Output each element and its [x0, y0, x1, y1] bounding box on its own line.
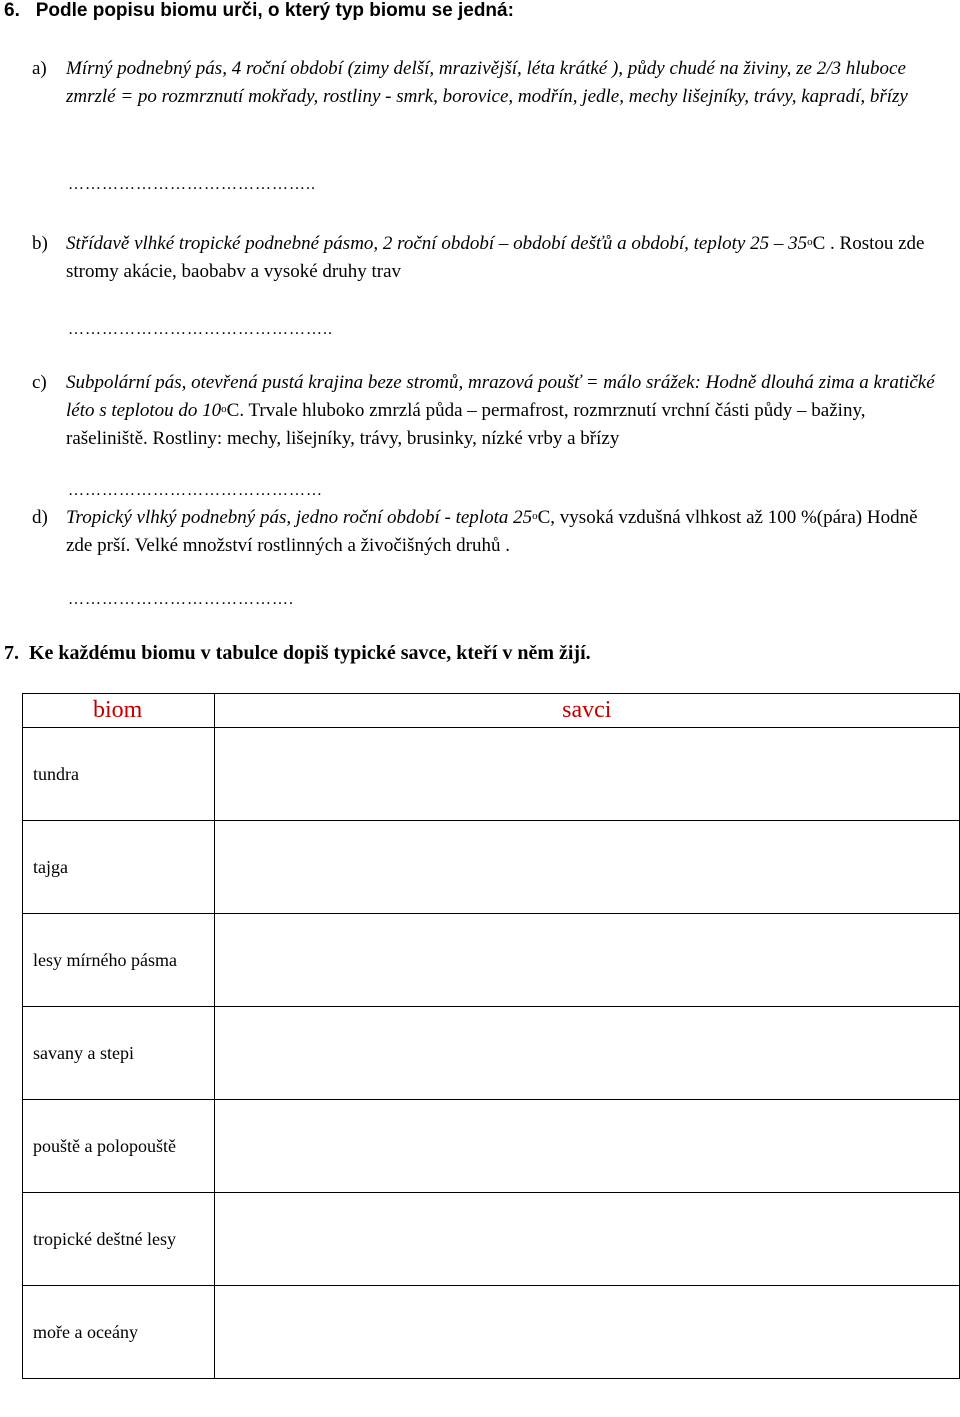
item-letter: b) — [32, 233, 48, 254]
table-header-row — [23, 694, 960, 728]
biome-cell: lesy mírného pásma — [23, 914, 215, 1007]
table-row — [23, 914, 960, 1007]
item-letter: a) — [32, 58, 47, 79]
question-6-heading — [4, 0, 514, 22]
biome-mammals-table — [22, 693, 960, 1379]
description-text: Střídavě vlhké tropické podnebné pásmo, 2 roční období – období dešťů a období, teploty 25 – 35$^o$C . Rostou zde stromy akácie, baobabv a vysoké druhy trav — [66, 233, 925, 282]
mammals-cell[interactable] — [214, 821, 959, 914]
table-row — [23, 728, 960, 821]
description-text: Tropický vlhký podnebný pás, jedno roční období - teplota 25$^o$C, vysoká vzdušná vlhkost až 100 %(pára) Hodně zde prší. Velké množství rostlinných a živočišných druhů . — [66, 507, 918, 556]
biome-cell: moře a oceány — [23, 1286, 215, 1379]
answer-line-d[interactable]: …………………………………. — [68, 591, 294, 608]
biome-cell: savany a stepi — [23, 1007, 215, 1100]
mammals-cell[interactable] — [214, 1286, 959, 1379]
answer-line-c[interactable]: ……………………………………… — [68, 482, 323, 499]
table-row — [23, 1286, 960, 1379]
item-letter: c) — [32, 372, 47, 393]
description-text: Mírný podnebný pás, 4 roční období (zimy delší, mrazivější, léta krátké ), půdy chudé na živiny, ze 2/3 hluboce zmrzlé = po rozmrznutí mokřady, rostliny - smrk, borovice, modřín, jedle, mechy lišejníky, trávy, kapradí, břízy — [66, 58, 908, 107]
question-title: Ke každému biomu v tabulce dopiš typické savce, kteří v něm žijí. — [29, 642, 591, 664]
question-title: Podle popisu biomu urči, o který typ biomu se jedná: — [35, 0, 514, 21]
question-number: 6. — [4, 0, 20, 21]
biome-description-c — [32, 369, 942, 453]
item-letter: d) — [32, 507, 48, 528]
biome-cell: tropické deštné lesy — [23, 1193, 215, 1286]
question-7-heading — [4, 642, 591, 665]
table-row — [23, 1007, 960, 1100]
biome-cell: pouště a polopouště — [23, 1100, 215, 1193]
mammals-cell[interactable] — [214, 1007, 959, 1100]
table-row — [23, 1193, 960, 1286]
mammals-cell[interactable] — [214, 728, 959, 821]
biome-cell: tundra — [23, 728, 215, 821]
answer-line-a[interactable]: …………………………………….. — [68, 176, 316, 193]
header-biom: biom — [23, 694, 215, 728]
mammals-cell[interactable] — [214, 1100, 959, 1193]
biome-cell: tajga — [23, 821, 215, 914]
biome-description-b — [32, 230, 942, 286]
table-row — [23, 821, 960, 914]
table-row — [23, 1100, 960, 1193]
question-number: 7. — [4, 642, 19, 664]
biome-description-d — [32, 504, 942, 560]
biome-description-a — [32, 55, 942, 111]
mammals-cell[interactable] — [214, 914, 959, 1007]
description-text: Subpolární pás, otevřená pustá krajina beze stromů, mrazová poušť = málo srážek: Hodně dlouhá zima a kratičké léto s teplotou do 10$^o$C. Trvale hluboko zmrzlá půda – permafrost, rozmrznutí vrchní části půdy – bažiny, rašeliniště. Rostliny: mechy, lišejníky, trávy, brusinky, nízké vrby a břízy — [66, 372, 935, 449]
answer-line-b[interactable]: ……………………………………….. — [68, 321, 333, 338]
mammals-cell[interactable] — [214, 1193, 959, 1286]
header-savci: savci — [214, 694, 959, 728]
